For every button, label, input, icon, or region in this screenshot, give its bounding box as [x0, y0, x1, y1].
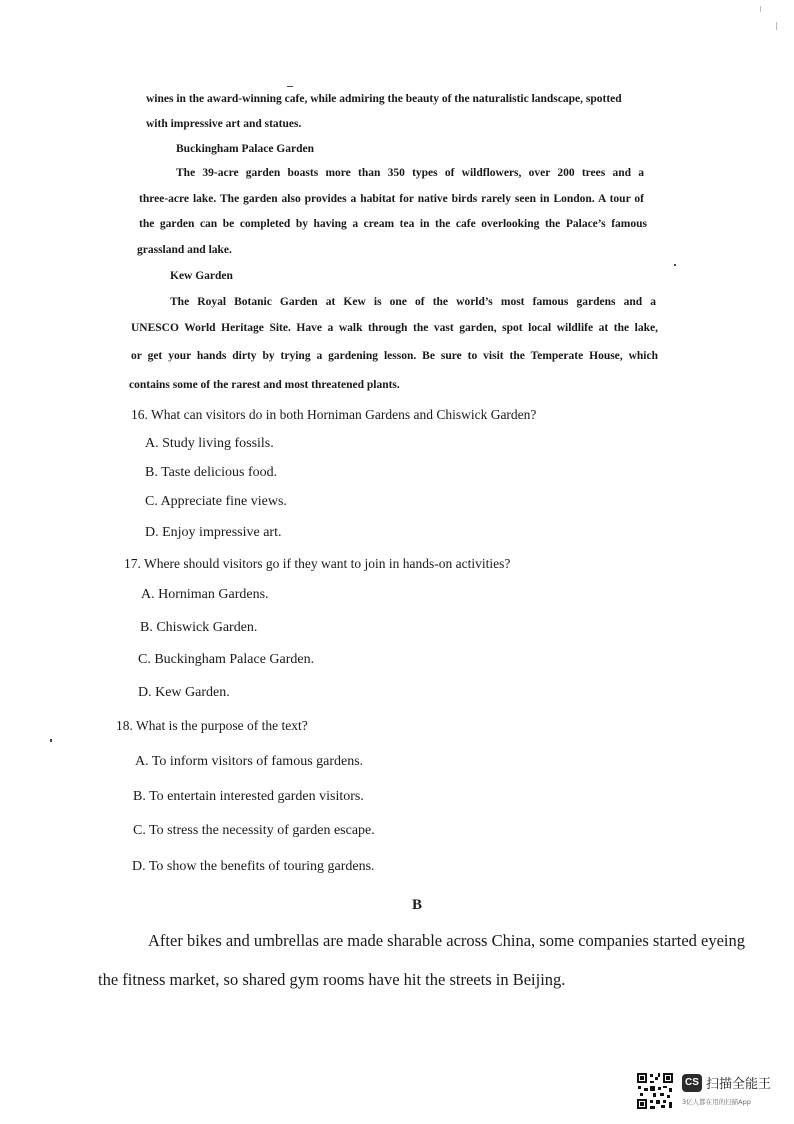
answer-option: B. To entertain interested garden visitors. [133, 789, 364, 804]
answer-option: C. Appreciate fine views. [145, 494, 287, 509]
qr-code-icon [636, 1072, 674, 1110]
passage-line: wines in the award-winning cafe, while admiring the beauty of the naturalistic landscape, spotted [146, 93, 622, 105]
answer-option: C. Buckingham Palace Garden. [138, 652, 315, 667]
answer-option: B. Chiswick Garden. [140, 620, 258, 635]
question-stem: 18. What is the purpose of the text? [116, 718, 308, 733]
section-heading-buckingham: Buckingham Palace Garden [176, 143, 315, 155]
passage-line: contains some of the rarest and most threatened plants. [129, 379, 400, 391]
answer-option: A. To inform visitors of famous gardens. [135, 754, 364, 769]
passage-line: the garden can be completed by having a cream tea in the cafe overlooking the Palace’s famous [139, 218, 647, 230]
passage-line: grassland and lake. [137, 244, 232, 256]
passage-line: After bikes and umbrellas are made sharable across China, some companies started eyeing [148, 931, 745, 950]
scan-speck [776, 22, 777, 30]
answer-option: D. Enjoy impressive art. [145, 525, 282, 540]
section-heading-kew: Kew Garden [170, 270, 233, 282]
answer-option: D. To show the benefits of touring gardens. [132, 859, 375, 874]
passage-line: or get your hands dirty by trying a gardening lesson. Be sure to visit the Temperate House, which [131, 350, 658, 362]
passage-line: with impressive art and statues. [146, 118, 302, 130]
scanner-brand: 扫描全能王 [706, 1077, 772, 1092]
answer-option: A. Horniman Gardens. [141, 587, 269, 602]
passage-line: The Royal Botanic Garden at Kew is one of the world’s most famous gardens and a [170, 296, 656, 308]
answer-option: C. To stress the necessity of garden escape. [133, 823, 375, 838]
answer-option: B. Taste delicious food. [145, 465, 278, 480]
passage-line: the fitness market, so shared gym rooms have hit the streets in Beijing. [98, 970, 566, 989]
question-stem: 16. What can visitors do in both Horniman Gardens and Chiswick Garden? [131, 407, 537, 422]
answer-option: D. Kew Garden. [138, 685, 230, 700]
passage-line: UNESCO World Heritage Site. Have a walk through the vast garden, spot local wildlife at the lake, [131, 322, 658, 334]
scanner-tagline: 3亿人都在用的扫描App [682, 1098, 751, 1106]
scan-speck [287, 86, 293, 87]
passage-line: three-acre lake. The garden also provides a habitat for native birds rarely seen in London. A tour of [139, 193, 644, 205]
scanner-watermark [636, 1072, 786, 1112]
passage-line: The 39-acre garden boasts more than 350 types of wildflowers, over 200 trees and a [176, 167, 644, 179]
question-stem: 17. Where should visitors go if they want to join in hands-on activities? [124, 556, 511, 571]
scan-speck [674, 264, 676, 266]
scan-speck [760, 6, 761, 12]
scan-speck [50, 739, 52, 742]
camscanner-logo-icon: CS [682, 1074, 702, 1092]
answer-option: A. Study living fossils. [145, 436, 274, 451]
section-heading-b: B [412, 897, 423, 913]
